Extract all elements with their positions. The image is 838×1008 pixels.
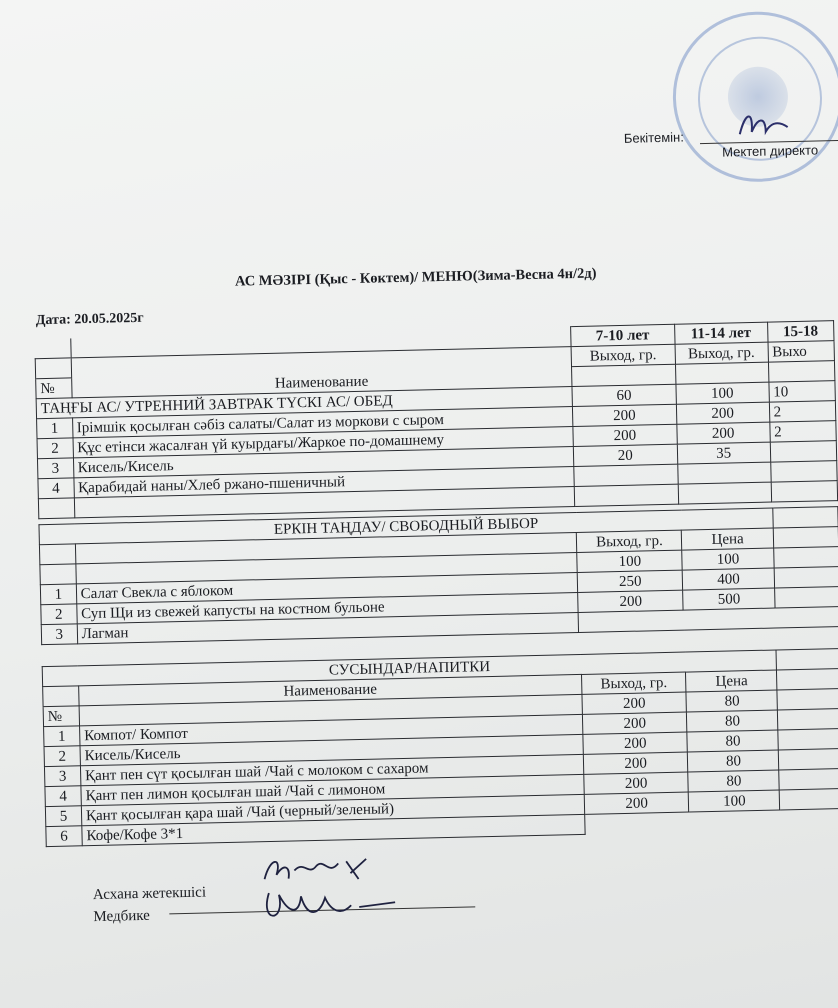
drink-row-1-number: 1 — [44, 726, 80, 747]
drink-row-1-price: 80 — [686, 690, 777, 712]
drink-row-3-price: 80 — [687, 730, 778, 752]
yield-header-2: Выход, гр. — [675, 342, 768, 364]
nurse-label: Медбике — [93, 907, 151, 926]
drink-row-5-yield: 200 — [584, 772, 689, 794]
menu-date: Дата: 20.05.2025г — [35, 310, 144, 329]
drink-row-3-number: 3 — [44, 766, 80, 787]
nurse-signature — [255, 880, 426, 930]
drink-row-4-price: 80 — [688, 750, 779, 772]
main-row-4-value-3 — [770, 441, 837, 463]
age-7-10: 7-10 лет — [571, 324, 675, 346]
age-11-14: 11-14 лет — [674, 322, 767, 344]
page-title: АС МӘЗІРІ (Қыс - Көктем)/ МЕНЮ(Зима-Весна 4н/2д) — [234, 265, 597, 290]
drink-row-6-yield: 200 — [584, 792, 689, 814]
main-menu-table — [34, 320, 838, 519]
drink-row-5-name: Қант қосылған қара шай /Чай (черный/зеленый) — [81, 794, 584, 825]
free-yield-header: Выход, гр. — [577, 530, 682, 552]
main-row-2-value-3: 2 — [769, 401, 836, 423]
drinks-table — [42, 648, 838, 847]
drink-row-4-yield: 200 — [583, 752, 688, 774]
free-price-header: Цена — [682, 528, 774, 550]
yield-header-3: Выхо — [768, 341, 835, 363]
free-row-1-name: Салат Свекла с яблоком — [76, 572, 578, 603]
main-row-4-value-2: 35 — [677, 442, 770, 464]
free-row-1-yield: 100 — [577, 550, 682, 572]
drink-row-1-name: Компот/ Компот — [80, 714, 583, 745]
drink-row-5-price: 80 — [688, 770, 779, 792]
drinks-section: СУСЫНДАР/НАПИТКИ — [42, 650, 777, 687]
main-row-1-value-3: 10 — [768, 381, 835, 403]
main-row-4-value-1: 20 — [573, 444, 677, 466]
name-header: Наименование — [71, 347, 572, 398]
drink-row-3-yield: 200 — [583, 732, 688, 754]
free-row-3-price: 500 — [683, 588, 775, 610]
main-row-4-name: Қарабидай наны/Хлеб ржано-пшеничный — [73, 467, 574, 498]
free-choice-section: ЕРКІН ТАҢДАУ/ СВОБОДНЫЙ ВЫБОР — [39, 508, 773, 545]
drink-row-2-name: Кисель/Кисель — [80, 734, 583, 765]
drinks-yield-header: Выход, гр. — [581, 672, 686, 694]
drink-row-6-name: Кофе/Кофе 3*1 — [82, 814, 585, 845]
drink-row-4-number: 4 — [45, 786, 81, 807]
main-row-3-number: 3 — [37, 458, 73, 479]
drink-row-5-number: 5 — [45, 806, 81, 827]
yield-header-1: Выход, гр. — [571, 344, 675, 366]
main-row-2-value-1: 200 — [572, 404, 676, 426]
breakfast-lunch-section: ТАҢҒЫ АС/ УТРЕННИЙ ЗАВТРАК ТҮСКІ АС/ ОБЕД — [36, 387, 572, 419]
free-row-2-price: 400 — [683, 568, 775, 590]
number-header: № — [36, 378, 72, 399]
free-choice-table — [38, 506, 838, 645]
free-row-1-number: 1 — [40, 584, 76, 605]
main-row-1-name: Ірімшік қосылған сәбіз салаты/Салат из моркови с сыром — [72, 407, 573, 438]
main-row-3-value-1: 200 — [573, 424, 677, 446]
main-row-1-value-2: 100 — [676, 382, 769, 404]
main-row-2-number: 2 — [37, 438, 73, 459]
free-row-3-number: 3 — [41, 624, 77, 645]
drink-row-2-yield: 200 — [582, 712, 687, 734]
free-row-2-name: Суп Щи из свежей капусты на костном бульоне — [76, 592, 578, 623]
director-label: Мектеп директо — [722, 142, 819, 160]
main-row-3-value-2: 200 — [676, 422, 769, 444]
drinks-price-header: Цена — [686, 670, 777, 692]
main-row-2-name: Құс етінси жасалған үй куырдағы/Жаркое по-домашнему — [73, 427, 574, 458]
drink-row-4-name: Қант пен лимон қосылған шай /Чай с лимоном — [81, 774, 584, 805]
main-row-1-number: 1 — [37, 418, 73, 439]
drink-row-3-name: Қант пен сүт қосылған шай /Чай с молоком с сахаром — [80, 754, 583, 785]
drink-row-2-price: 80 — [687, 710, 778, 732]
main-row-3-value-3: 2 — [769, 421, 836, 443]
drinks-number-header: № — [43, 706, 79, 727]
director-signature — [731, 103, 802, 145]
drink-row-6-number: 6 — [46, 826, 82, 847]
drink-row-1-yield: 200 — [582, 692, 687, 714]
main-row-3-name: Кисель/Кисель — [73, 447, 574, 478]
age-15-18: 15-18 — [767, 321, 834, 343]
free-row-2-number: 2 — [41, 604, 77, 625]
free-row-3-name: Лагман — [77, 612, 579, 643]
main-row-1-value-1: 60 — [572, 384, 676, 406]
main-row-4-number: 4 — [38, 478, 74, 499]
cook-label: Асхана жетекшісі — [92, 884, 207, 904]
drink-row-6-price: 100 — [689, 790, 780, 812]
drinks-name-header: Наименование — [79, 674, 582, 705]
drink-row-2-number: 2 — [44, 746, 80, 767]
free-row-3-yield: 200 — [578, 590, 683, 612]
free-row-1-price: 100 — [682, 548, 774, 570]
main-row-2-value-2: 200 — [676, 402, 769, 424]
approval-label: Бекітемін: — [623, 129, 685, 146]
free-row-2-yield: 250 — [578, 570, 683, 592]
